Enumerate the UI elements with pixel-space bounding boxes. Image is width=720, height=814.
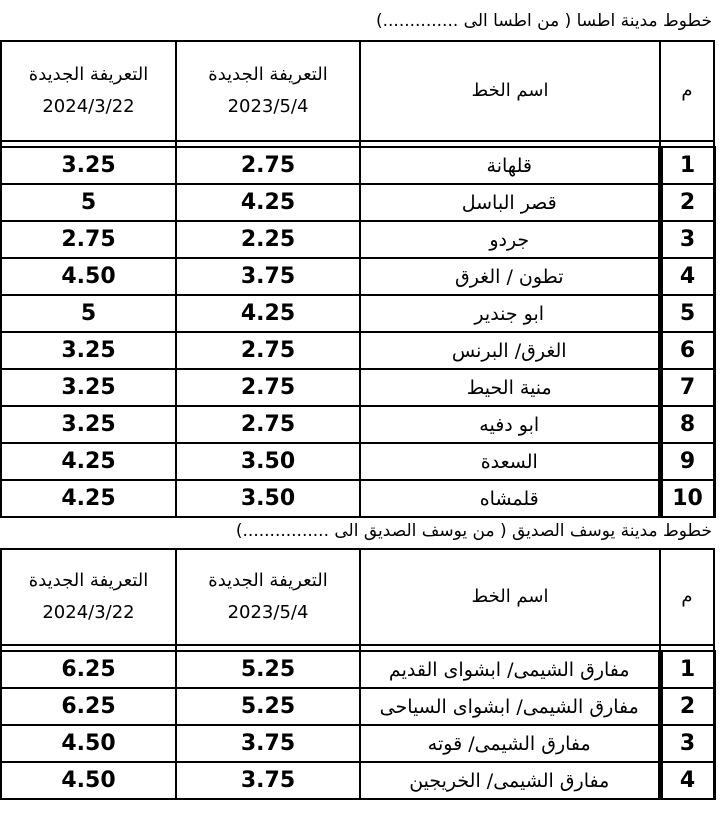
table-body [1, 651, 714, 799]
table-row [1, 147, 714, 184]
header-fare-2023-label: التعريفة الجديدة [208, 64, 328, 85]
header-number-label: م [681, 80, 693, 101]
fare-2024-cell: 4.50 [1, 725, 176, 762]
table-row [1, 480, 714, 517]
row-number-cell: 2 [660, 184, 714, 221]
table-row [1, 406, 714, 443]
fare-2024-cell: 3.25 [1, 332, 176, 369]
fare-table-youssef-el-seddik [0, 548, 716, 800]
fare-2023-cell: 3.75 [176, 762, 360, 799]
fare-2023-cell: 3.50 [176, 443, 360, 480]
row-number-cell: 3 [660, 221, 714, 258]
fare-2024-cell: 3.25 [1, 147, 176, 184]
row-number-cell: 1 [660, 147, 714, 184]
table-row [1, 443, 714, 480]
fare-2023-cell: 4.25 [176, 295, 360, 332]
row-number-cell: 9 [660, 443, 714, 480]
header-row [1, 41, 714, 141]
fare-2024-cell: 4.25 [1, 443, 176, 480]
row-number-cell: 7 [660, 369, 714, 406]
table-row [1, 369, 714, 406]
line-name-cell: مفارق الشيمى/ قوته [360, 725, 660, 762]
header-fare-2023-label: التعريفة الجديدة [208, 570, 328, 591]
header-fare-2024-date: 2024/3/22 [42, 602, 135, 623]
fare-2024-cell: 6.25 [1, 688, 176, 725]
header-fare-2024-date: 2024/3/22 [42, 96, 135, 117]
row-number-cell: 4 [660, 762, 714, 799]
line-name-cell: ابو جندير [360, 295, 660, 332]
fare-2024-cell: 5 [1, 295, 176, 332]
fare-2023-cell: 2.25 [176, 221, 360, 258]
table-row [1, 184, 714, 221]
row-number-cell: 5 [660, 295, 714, 332]
header-fare-2024-label: التعريفة الجديدة [28, 64, 149, 85]
header-fare-2023-date: 2023/5/4 [227, 96, 309, 117]
row-number-cell: 8 [660, 406, 714, 443]
fare-2024-cell: 4.50 [1, 762, 176, 799]
table-row [1, 762, 714, 799]
fare-2024-cell: 5 [1, 184, 176, 221]
fare-2024-cell: 4.25 [1, 480, 176, 517]
fare-2024-cell: 3.25 [1, 369, 176, 406]
table-row [1, 258, 714, 295]
header-fare-2024 [1, 549, 176, 645]
header-line-name-label: اسم الخط [471, 586, 549, 607]
line-name-cell: مفارق الشيمى/ الخريجين [360, 762, 660, 799]
line-name-cell: ابو دفيه [360, 406, 660, 443]
fare-2023-cell: 3.75 [176, 258, 360, 295]
table-row [1, 651, 714, 688]
row-number-cell: 6 [660, 332, 714, 369]
line-name-cell: الغرق/ البرنس [360, 332, 660, 369]
fare-2024-cell: 4.50 [1, 258, 176, 295]
line-name-cell: مفارق الشيمى/ ابشواى القديم [360, 651, 660, 688]
line-name-cell: مفارق الشيمى/ ابشواى السياحى [360, 688, 660, 725]
fare-2023-cell: 2.75 [176, 406, 360, 443]
line-name-cell: منية الحيط [360, 369, 660, 406]
fare-2023-cell: 2.75 [176, 369, 360, 406]
table-row [1, 332, 714, 369]
header-fare-2024-label: التعريفة الجديدة [28, 570, 149, 591]
header-fare-2024 [1, 41, 176, 141]
fare-2023-cell: 5.25 [176, 651, 360, 688]
fare-2024-cell: 6.25 [1, 651, 176, 688]
fare-table-atsa [0, 40, 716, 518]
fare-2023-cell: 3.75 [176, 725, 360, 762]
header-fare-2023 [176, 549, 360, 645]
row-number-cell: 2 [660, 688, 714, 725]
line-name-cell: تطون / الغرق [360, 258, 660, 295]
section2-title: خطوط مدينة يوسف الصديق ( من يوسف الصديق الى ................) [235, 521, 712, 541]
fare-2023-cell: 2.75 [176, 147, 360, 184]
line-name-cell: جردو [360, 221, 660, 258]
row-number-cell: 1 [660, 651, 714, 688]
line-name-cell: السعدة [360, 443, 660, 480]
line-name-cell: قلمشاه [360, 480, 660, 517]
header-number [660, 549, 714, 645]
table-row [1, 295, 714, 332]
fare-2024-cell: 2.75 [1, 221, 176, 258]
fare-2023-cell: 5.25 [176, 688, 360, 725]
fare-2023-cell: 2.75 [176, 332, 360, 369]
row-number-cell: 3 [660, 725, 714, 762]
fare-2024-cell: 3.25 [1, 406, 176, 443]
header-fare-2023-date: 2023/5/4 [227, 602, 309, 623]
table-row [1, 688, 714, 725]
table-row [1, 221, 714, 258]
table-body [1, 147, 714, 517]
table-row [1, 725, 714, 762]
row-number-cell: 10 [660, 480, 714, 517]
fare-2023-cell: 3.50 [176, 480, 360, 517]
header-line-name [360, 41, 660, 141]
header-number [660, 41, 714, 141]
header-line-name [360, 549, 660, 645]
header-line-name-label: اسم الخط [471, 80, 549, 101]
header-fare-2023 [176, 41, 360, 141]
section1-title: خطوط مدينة اطسا ( من اطسا الى ..............) [375, 11, 712, 31]
line-name-cell: قلهانة [360, 147, 660, 184]
header-number-label: م [681, 586, 693, 607]
row-number-cell: 4 [660, 258, 714, 295]
fare-2023-cell: 4.25 [176, 184, 360, 221]
line-name-cell: قصر الباسل [360, 184, 660, 221]
header-row [1, 549, 714, 645]
